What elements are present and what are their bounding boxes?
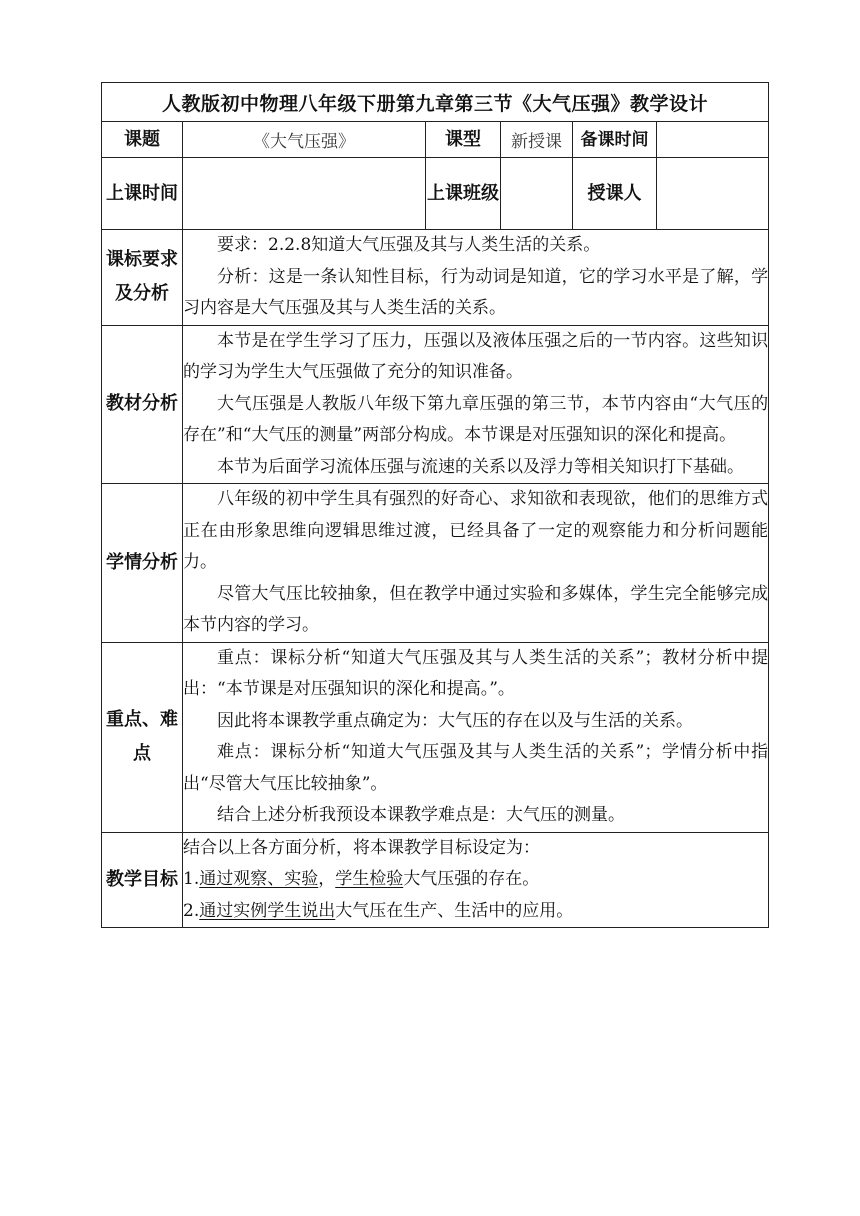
objective-method: 通过实例: [199, 900, 268, 921]
class-info-row: [102, 158, 769, 230]
students-label: 学情分析: [102, 484, 183, 643]
objective-number: 2.: [183, 900, 200, 921]
lesson-type-value: 新授课: [501, 122, 573, 158]
class-group-label: 上课班级: [426, 158, 501, 230]
teacher-label: 授课人: [573, 158, 657, 230]
lesson-plan-table: [101, 82, 769, 928]
students-row: [102, 484, 769, 643]
standards-analysis: 分析：这是一条认知性目标，行为动词是知道，它的学习水平是了解，学习内容是大气压强及其与人类生活的关系。: [183, 266, 769, 318]
keypoints-paragraph: 因此将本课教学重点确定为：大气压的存在以及与生活的关系。: [217, 710, 693, 731]
class-time-value: [183, 158, 426, 230]
students-paragraph: 八年级的初中学生具有强烈的好奇心、求知欲和表现欲，他们的思维方式正在由形象思维向逻辑思维过渡，已经具备了一定的观察能力和分析问题能力。: [183, 489, 769, 572]
keypoints-label: 重点、难点: [102, 642, 183, 832]
objectives-label: 教学目标: [102, 832, 183, 928]
keypoints-paragraph: 难点：课标分析“知道大气压强及其与人类生活的关系”；学情分析中指出“尽管大气压比较抽象”。: [183, 742, 769, 794]
title-row: [102, 83, 769, 122]
objective-verb: 学生说出: [267, 900, 336, 921]
prep-time-value: [657, 122, 769, 158]
textbook-label: 教材分析: [102, 325, 183, 484]
lesson-plan-sheet: [101, 82, 768, 928]
topic-row: [102, 122, 769, 158]
standards-requirement: 要求：2.2.8知道大气压强及其与人类生活的关系。: [217, 235, 601, 255]
textbook-paragraph: 本节是在学生学习了压力，压强以及液体压强之后的一节内容。这些知识的学习为学生大气压强做了充分的知识准备。: [183, 330, 769, 382]
textbook-paragraph: 大气压强是人教版八年级下第九章压强的第三节，本节内容由“大气压的存在”和“大气压的测量”两部分构成。本节课是对压强知识的深化和提高。: [183, 393, 769, 445]
keypoints-paragraph: 结合上述分析我预设本课教学难点是：大气压的测量。: [217, 805, 625, 825]
keypoints-row: [102, 642, 769, 832]
objective-item-2: [183, 896, 768, 928]
topic-label: 课题: [102, 122, 183, 158]
standards-label: 课标要求及分析: [102, 230, 183, 326]
textbook-paragraph: 本节为后面学习流体压强与流速的关系以及浮力等相关知识打下基础。: [217, 456, 744, 477]
textbook-content: [183, 325, 769, 484]
keypoints-content: [183, 642, 769, 832]
textbook-row: [102, 325, 769, 484]
objective-number: 1.: [183, 869, 200, 889]
standards-content: [183, 230, 769, 326]
objective-content: 大气压在生产、生活中的应用。: [335, 900, 574, 921]
keypoints-paragraph: 重点：课标分析“知道大气压强及其与人类生活的关系”；教材分析中提出：“本节课是对压强知识的深化和提高。”。: [183, 647, 769, 699]
lesson-type-label: 课型: [426, 122, 501, 158]
class-time-label: 上课时间: [102, 158, 183, 230]
objectives-content: [183, 832, 769, 928]
standards-row: [102, 230, 769, 326]
teacher-value: [657, 158, 769, 230]
objective-verb: 学生检验: [335, 869, 404, 889]
prep-time-label: 备课时间: [573, 122, 657, 158]
objective-content: 大气压强的存在。: [403, 869, 540, 889]
topic-value: 《大气压强》: [183, 122, 426, 158]
objective-separator: ，: [318, 869, 336, 889]
objective-method: 通过观察、实验: [199, 869, 319, 889]
class-group-value: [501, 158, 573, 230]
students-content: [183, 484, 769, 643]
document-title: 人教版初中物理八年级下册第九章第三节《大气压强》教学设计: [102, 83, 769, 122]
objectives-intro: 结合以上各方面分析，将本课教学目标设定为：: [183, 837, 540, 858]
objectives-row: [102, 832, 769, 928]
students-paragraph: 尽管大气压比较抽象，但在教学中通过实验和多媒体，学生完全能够完成本节内容的学习。: [183, 583, 769, 635]
objective-item-1: [183, 864, 768, 896]
